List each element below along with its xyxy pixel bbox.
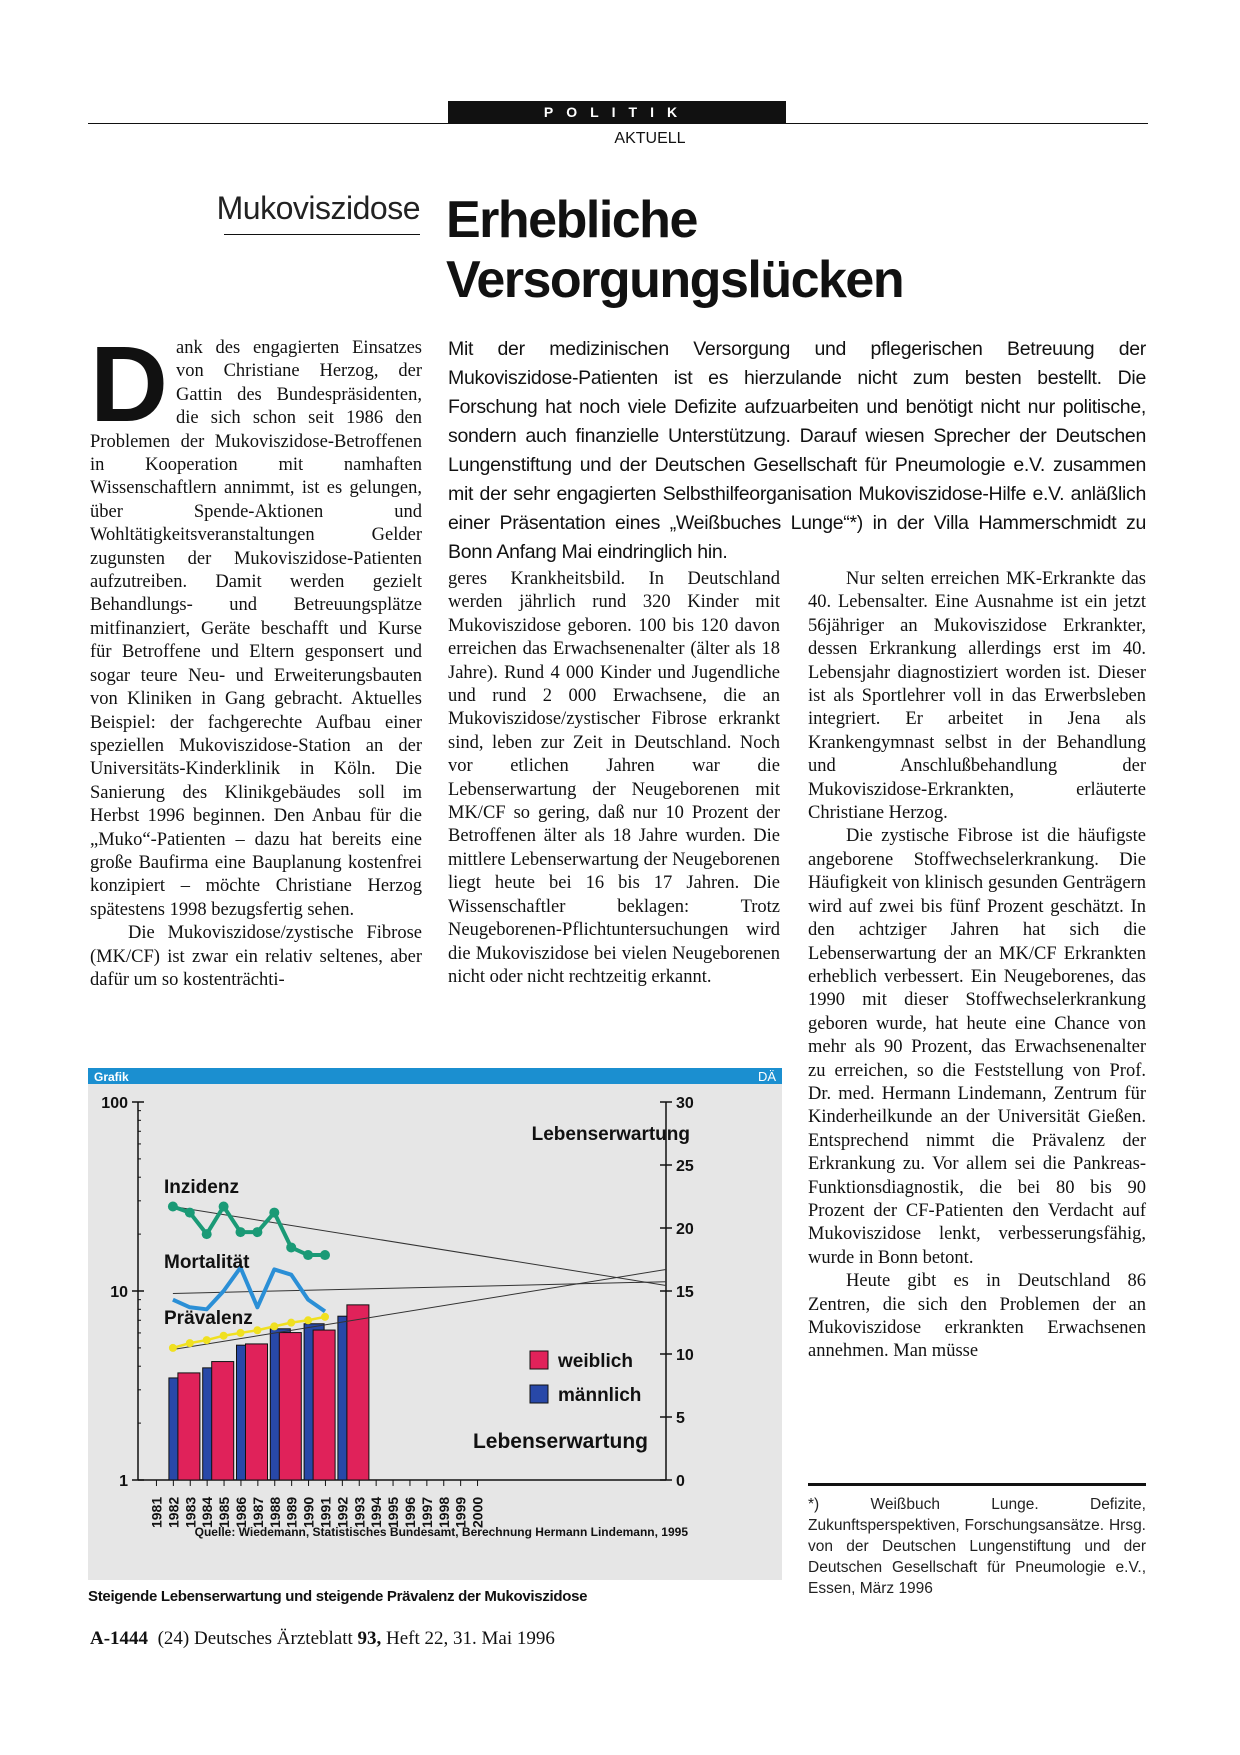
series-point bbox=[321, 1313, 329, 1321]
x-tick-label: 1985 bbox=[216, 1496, 233, 1528]
legend-label-weiblich: weiblich bbox=[558, 1351, 633, 1372]
right-axis-title: Lebenserwartung bbox=[531, 1124, 690, 1145]
series-point bbox=[304, 1316, 312, 1324]
col1-paragraph-2: Die Mukoviszidose/zystische Fibrose (MK/CF) ist zwar ein relativ seltenes, aber dafür um so kostenträchti- bbox=[90, 923, 422, 990]
right-tick-label: 20 bbox=[676, 1221, 694, 1238]
col3-paragraph-3: Heute gibt es in Deutschland 86 Zentren, die sich den Problemen der an Mukoviszidose erkrankten Erwachsenen annehmen. Man müsse bbox=[808, 1271, 1146, 1362]
x-tick-label: 1982 bbox=[165, 1496, 182, 1528]
label-inzidenz: Inzidenz bbox=[164, 1177, 239, 1198]
left-tick-label: 10 bbox=[110, 1284, 128, 1301]
label-praevalenz: Prävalenz bbox=[164, 1308, 253, 1329]
right-tick-label: 5 bbox=[676, 1410, 685, 1427]
headline-line2: Versorgungslücken bbox=[446, 251, 904, 309]
kicker-rule bbox=[224, 234, 420, 235]
footer-page: A-1444 bbox=[90, 1628, 149, 1649]
series-point bbox=[169, 1344, 177, 1352]
chart-source: Quelle: Wiedemann, Statistisches Bundesamt, Berechnung Hermann Lindemann, 1995 bbox=[194, 1525, 688, 1539]
footer-issue: Heft 22, 31. Mai 1996 bbox=[386, 1628, 555, 1649]
series-point bbox=[320, 1250, 330, 1260]
right-tick-label: 25 bbox=[676, 1158, 694, 1175]
headline bbox=[446, 190, 1146, 310]
legend-swatch-maennlich bbox=[530, 1385, 548, 1403]
series-point bbox=[237, 1329, 245, 1337]
x-tick-label: 1988 bbox=[266, 1496, 283, 1528]
series-point bbox=[202, 1229, 212, 1239]
chart-header-bar bbox=[88, 1068, 782, 1084]
series-point bbox=[219, 1201, 229, 1211]
right-tick-label: 15 bbox=[676, 1284, 694, 1301]
footer-volume: 93, bbox=[357, 1628, 382, 1649]
series-point bbox=[203, 1336, 211, 1344]
right-tick-label: 30 bbox=[676, 1095, 694, 1112]
rubric-bar: POLITIK bbox=[448, 101, 786, 123]
series-point bbox=[252, 1227, 262, 1237]
dropcap: D bbox=[90, 323, 168, 444]
chart-caption: Steigende Lebenserwartung und steigende Prävalenz der Mukoviszidose bbox=[88, 1588, 588, 1605]
col1-paragraph-1: ank des engagierten Einsatzes von Christiane Herzog, der Gattin des Bundespräsidenten, die sich schon seit 1986 den Problemen der Mukoviszidose-Betroffenen in Kooperation mit namhaften Wissenschaftlern annimmt, ist es gelungen, über Spende-Aktionen und Wohltätigkeitsveranstaltungen Gelder zugunsten der Mukoviszidose-Patienten aufzutreiben. Damit werden gezielt Behandlungs- und Betreuungsplätze mitfinanziert, Geräte beschafft und Kurse für Betroffene und Eltern gesponsert und sogar teure Neu- und Erweiterungsbauten von Kliniken in Gang gebracht. Aktuelles Beispiel: der fachgerechte Aufbau einer speziellen Mukoviszidose-Station an der Universitäts-Kinderklinik in Köln. Die Sanierung des Klinikgebäudes soll im Herbst 1996 beginnen. Den Anbau für die „Muko“-Patienten – dazu hat bereits eine große Baufirma eine Bauplanung kostenfrei konzipiert – möchte Christiane Herzog spätestens 1998 bezugsfertig sehen. bbox=[90, 338, 422, 920]
series-point bbox=[286, 1242, 296, 1252]
series-point bbox=[236, 1227, 246, 1237]
bar-weiblich bbox=[246, 1344, 268, 1480]
chart-logo: DÄ bbox=[757, 1069, 776, 1084]
series-point bbox=[185, 1208, 195, 1218]
x-tick-label: 1986 bbox=[232, 1496, 249, 1528]
footer-pageno: (24) bbox=[157, 1628, 190, 1649]
x-tick-label: 1997 bbox=[418, 1496, 435, 1528]
bar-axis-label: Lebenserwartung bbox=[472, 1430, 648, 1453]
x-tick-label: 1983 bbox=[182, 1496, 199, 1528]
x-tick-label: 2000 bbox=[469, 1496, 486, 1528]
x-tick-label: 1998 bbox=[435, 1496, 452, 1528]
x-tick-label: 1995 bbox=[385, 1496, 402, 1528]
chart-svg bbox=[88, 1068, 782, 1580]
x-tick-label: 1990 bbox=[300, 1496, 317, 1528]
x-tick-label: 1981 bbox=[148, 1496, 165, 1528]
bar-weiblich bbox=[347, 1305, 369, 1480]
top-rule bbox=[88, 123, 1148, 124]
chart bbox=[88, 1068, 782, 1580]
col3-paragraph-1: Nur selten erreichen MK-Erkrankte das 40. Lebensalter. Eine Ausnahme ist ein jetzt 56jähriger an Mukoviszidose Erkrankter, dessen Erkrankung allerdings erst im 40. Lebensjahr diagnostiziert worden ist. Dieser ist als Sportlehrer voll in das Erwerbsleben integriert. Er arbeitet in Jena als Krankengymnast selbst in der Behandlung und Anschlußbehandlung der Mukoviszidose-Erkrankten, erläuterte Christiane Herzog. bbox=[808, 569, 1146, 824]
lead-paragraph: Mit der medizinischen Versorgung und pflegerischen Betreuung der Mukoviszidose-Patienten ist es hierzulande nicht zum besten bestellt. Die Forschung hat noch viele Defizite aufzuarbeiten und benötigt nicht nur politische, sondern auch finanzielle Unterstützung. Darauf wiesen Sprecher der Deutschen Lungenstiftung und der Deutschen Gesellschaft für Pneumologie e.V. zusammen mit der sehr engagierten Selbsthilfeorganisation Mukoviszidose-Hilfe e.V. anläßlich einer Präsentation eines „Weißbuches Lunge“*) in der Villa Hammerschmidt zu Bonn Anfang Mai eindringlich hin. bbox=[448, 338, 1146, 563]
legend-label-maennlich: männlich bbox=[558, 1385, 642, 1406]
series-point bbox=[269, 1208, 279, 1218]
bar-weiblich bbox=[212, 1362, 234, 1480]
x-tick-label: 1996 bbox=[401, 1496, 418, 1528]
bar-weiblich bbox=[313, 1330, 335, 1480]
bar-weiblich bbox=[279, 1333, 301, 1480]
x-tick-label: 1994 bbox=[368, 1496, 385, 1528]
series-point bbox=[287, 1319, 295, 1327]
footnote-rule bbox=[808, 1483, 1146, 1486]
series-point bbox=[220, 1332, 228, 1340]
series-point bbox=[168, 1201, 178, 1211]
right-tick-label: 0 bbox=[676, 1473, 685, 1490]
column-1 bbox=[90, 323, 422, 992]
headline-line1: Erhebliche bbox=[446, 191, 697, 249]
chart-header-label: Grafik bbox=[94, 1070, 129, 1084]
right-tick-label: 10 bbox=[676, 1347, 694, 1364]
x-tick-label: 1993 bbox=[351, 1496, 368, 1528]
series-point bbox=[270, 1322, 278, 1330]
column-2 bbox=[448, 568, 780, 989]
subrubric: AKTUELL bbox=[614, 130, 686, 147]
x-tick-label: 1992 bbox=[334, 1496, 351, 1528]
footer-journal: Deutsches Ärzteblatt bbox=[193, 1628, 353, 1649]
left-tick-label: 100 bbox=[101, 1095, 128, 1112]
page-footer bbox=[90, 1628, 790, 1650]
col3-paragraph-2: Die zystische Fibrose ist die häufigste angeborene Stoffwechselerkrankung. Die Häufigkeit von klinisch gesunden Genträgern wird auf zwei bis fünf Prozent geschätzt. In den achtziger Jahren hat sich die Lebenserwartung der an MK/CF Erkrankten erheblich verbessert. Ein Neugeborenes, das 1990 mit dieser Stoffwechselerkrankung geboren wurde, hat heute eine Chance von mehr als 90 Prozent, das Erwachsenenalter zu erreichen, so die Feststellung von Prof. Dr. med. Hermann Lindemann, Zentrum für Kinderheilkunde an der Universität Gießen. Entsprechend nimmt die Prävalenz der Erkrankung zu. Vor allem sei die Pankreas-Funktionsdiagnostik, die bei 80 bis 90 Prozent der CF-Patienten den Verdacht auf Mukoviszidose lenkt, verbesserungsfähig, wurde in Bonn betont. bbox=[808, 826, 1146, 1268]
left-tick-label: 1 bbox=[119, 1473, 128, 1490]
x-tick-label: 1999 bbox=[452, 1496, 469, 1528]
column-3 bbox=[808, 568, 1146, 1364]
footnote: *) Weißbuch Lunge. Defizite, Zukunftsperspektiven, Forschungsansätze. Hrsg. von der Deutschen Lungenstiftung und der Deutschen Gesellschaft für Pneumologie e.V., Essen, März 1996 bbox=[808, 1496, 1146, 1597]
series-point bbox=[303, 1250, 313, 1260]
legend-swatch-weiblich bbox=[530, 1351, 548, 1369]
label-mortalitaet: Mortalität bbox=[164, 1252, 250, 1273]
x-tick-label: 1989 bbox=[283, 1496, 300, 1528]
x-tick-label: 1991 bbox=[317, 1496, 334, 1528]
series-point bbox=[186, 1339, 194, 1347]
kicker: Mukoviszidose bbox=[216, 190, 420, 226]
col2-paragraph-1: geres Krankheitsbild. In Deutschland werden jährlich rund 320 Kinder mit Mukoviszidose geboren. 100 bis 120 davon erreichen das Erwachsenenalter (älter als 18 Jahre). Rund 4 000 Kinder und Jugendliche und rund 2 000 Erwachsene, die an Mukoviszidose/zystischer Fibrose erkrankt sind, leben zur Zeit in Deutschland. Noch vor etlichen Jahren war die Lebenserwartung der Neugeborenen mit MK/CF so gering, daß nur 10 Prozent der Betroffenen älter als 18 Jahre wurden. Die mittlere Lebenserwartung der Neugeborenen liegt heute bei 16 bis 17 Jahren. Die Wissenschaftler beklagen: Trotz Neugeborenen-Pflichtuntersuchungen wird die Mukoviszidose bei vielen Neugeborenen nicht oder nicht rechtzeitig erkannt. bbox=[448, 569, 780, 987]
x-tick-label: 1987 bbox=[249, 1496, 266, 1528]
bar-weiblich bbox=[178, 1373, 200, 1480]
x-tick-label: 1984 bbox=[199, 1496, 216, 1528]
series-point bbox=[253, 1326, 261, 1334]
